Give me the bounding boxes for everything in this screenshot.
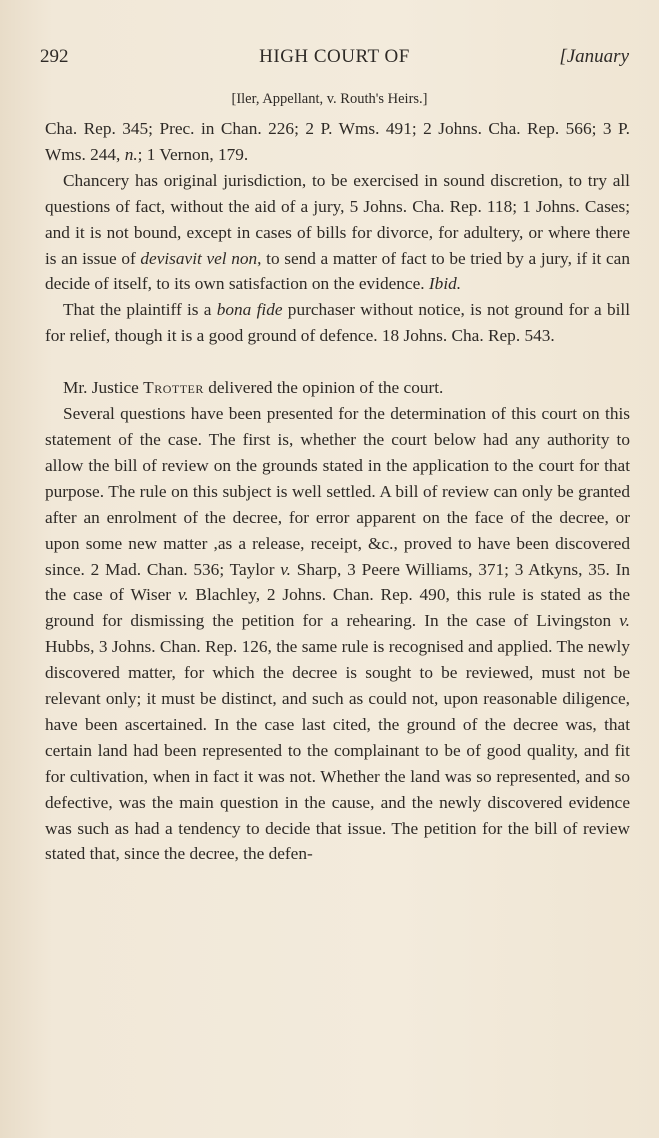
text-run: Several questions have been presented for the determination of this court on this statement of the case. The first is, whether the court below had any authority to allow the bill of review on the grounds stated in the application to the court for that purpose. The rule on this subject is well settled. A bill of review can only be granted after an enrolment of the decree, for error apparent on the face of the decree, or upon some new matter ,as a release, receipt, &c., proved to have been discovered since. 2 Mad. Chan. 536; Taylor [45, 404, 630, 579]
italic-run: Ibid. [428, 274, 462, 294]
running-month: [January [559, 46, 629, 67]
text-run: Mr. Justice [63, 378, 144, 398]
italic-run: v. [177, 585, 189, 605]
paragraph-purchaser [45, 297, 630, 349]
italic-run: n. [124, 144, 138, 164]
paragraph-opinion [45, 401, 630, 867]
paragraph-jurisdiction [45, 168, 630, 298]
page-number: 292 [40, 46, 69, 67]
text-run: That the plaintiff is a [63, 300, 217, 320]
small-caps-run: Trotter [143, 378, 204, 398]
italic-run: v. [619, 611, 630, 631]
text-run: Sharp, 3 Peere Williams, 371; 3 Atkyns, 35. In the case of Wiser [45, 559, 630, 605]
text-run: Cha. Rep. 345; Prec. in Chan. 226; 2 P. Wms. 491; 2 Johns. Cha. Rep. 566; 3 P. Wms. 244, [45, 119, 630, 164]
text-run: Blachley, 2 Johns. Chan. Rep. 490, this rule is stated as the ground for dismissing the petition for a rehearing. In the case of Livingston [45, 585, 630, 631]
page-header [40, 46, 629, 74]
italic-run: bona fide [216, 300, 283, 320]
text-run: , to send a matter of fact to be tried by a jury, if it can decide of itself, to its own satisfaction on the evidence. [45, 248, 630, 294]
text-run: delivered the opinion of the court. [203, 378, 444, 398]
section-gap [45, 349, 630, 375]
italic-run: devisavit vel non [140, 248, 258, 268]
paragraph-citations [45, 116, 630, 168]
text-run: purchaser without notice, is not ground for a bill for relief, though it is a good ground of defence. 18 Johns. Cha. Rep. 543. [45, 300, 631, 346]
text-run: Hubbs, 3 Johns. Chan. Rep. 126, the same rule is recognised and applied. The newly discovered matter, for which the decree is sought to be reviewed, must not be relevant only; it must be distinct, and such as could not, upon reasonable diligence, have been ascertained. In the case last cited, the ground of the decree was, that certain land had been represented to the complainant to be of good quality, and fit for cultivation, when in fact it was not. Whether the land was so represented, and so defective, was the main question in the cause, and the newly discovered evidence was such as had a tendency to decide that issue. The petition for the bill of review stated that, since the decree, the defen- [45, 637, 630, 864]
text-run: Chancery has original jurisdiction, to be exercised in sound discretion, to try all questions of fact, without the aid of a jury, 5 Johns. Cha. Rep. 118; 1 Johns. Cases; and it is not bound, except in cases of bills for divorce, for adultery, or where there is an issue of [45, 170, 630, 268]
page-body [45, 116, 630, 867]
running-title: HIGH COURT OF [259, 46, 410, 67]
text-run: ; 1 Vernon, 179. [137, 144, 249, 164]
case-caption: [Iler, Appellant, v. Routh's Heirs.] [231, 91, 428, 107]
paragraph-opinion-intro [45, 375, 630, 401]
italic-run: v. [280, 559, 291, 579]
